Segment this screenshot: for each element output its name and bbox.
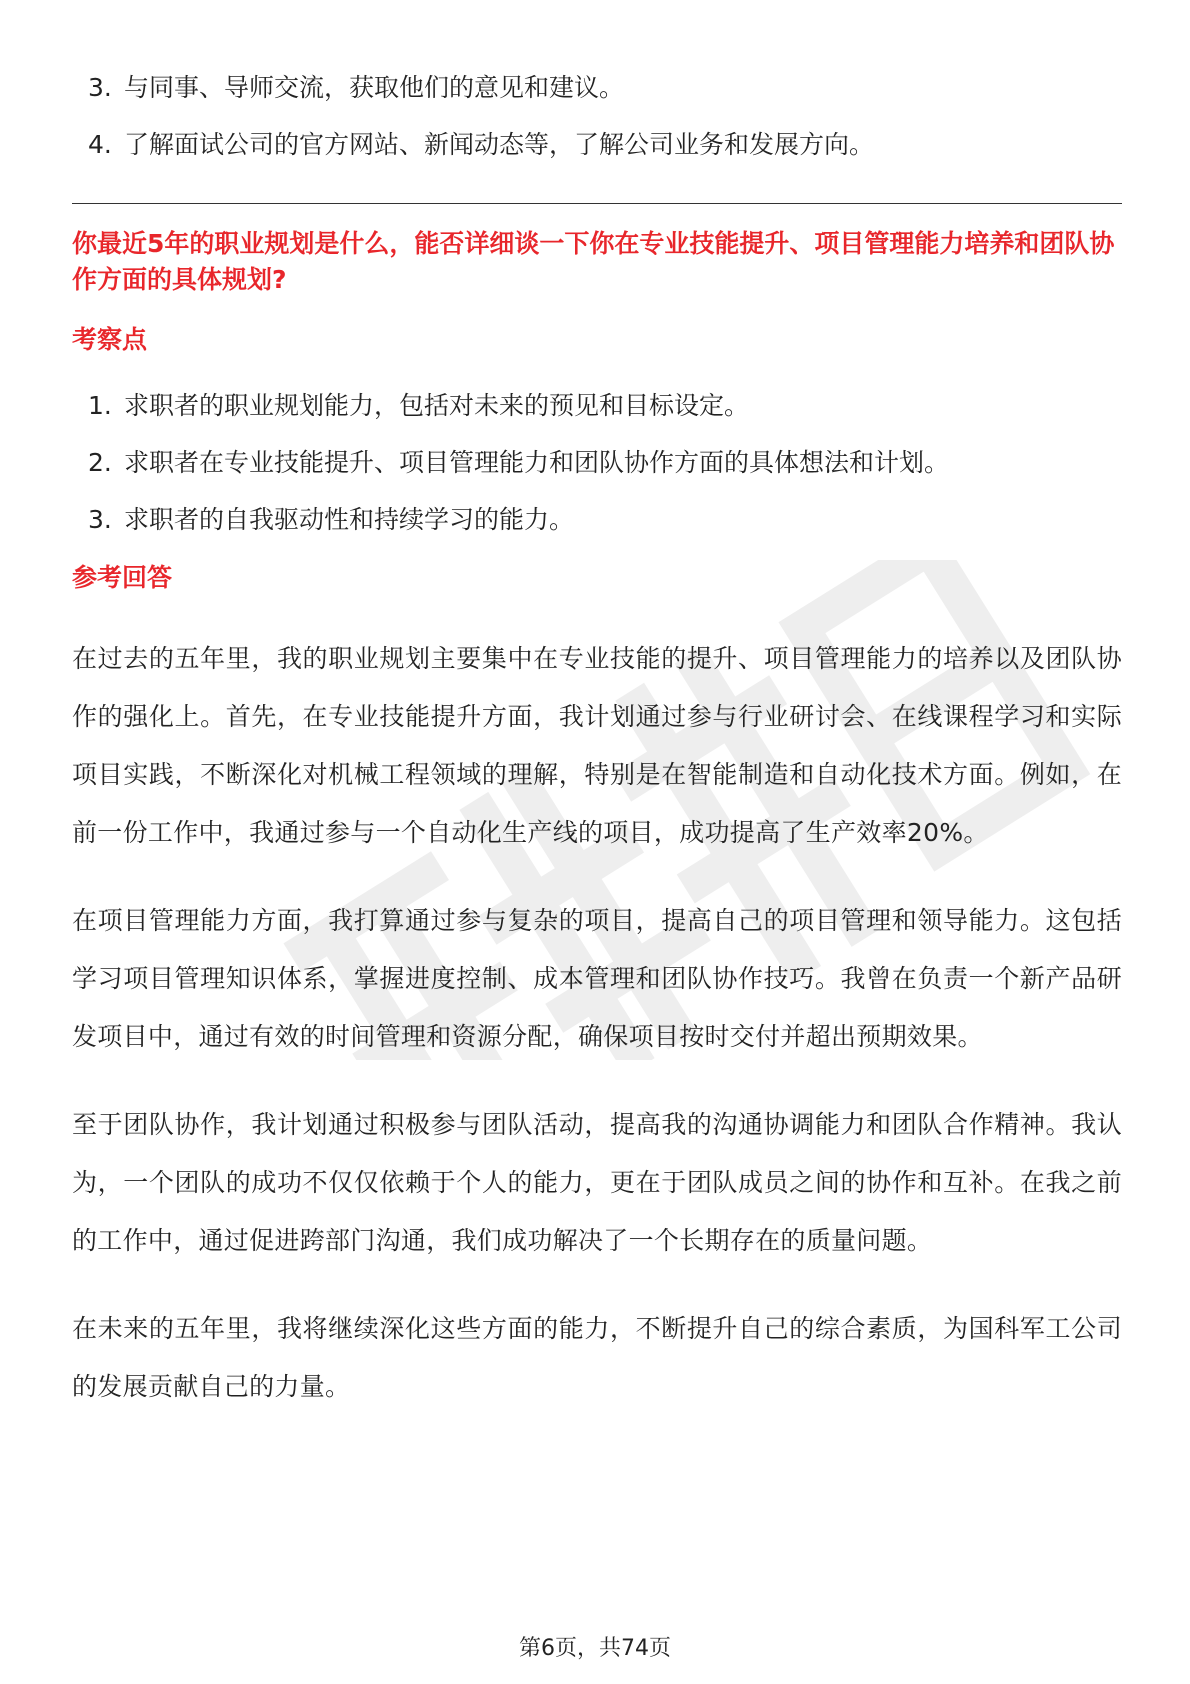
- list-item-text: 求职者的职业规划能力，包括对未来的预见和目标设定。: [124, 391, 750, 420]
- interview-question: 你最近5年的职业规划是什么，能否详细谈一下你在专业技能提升、项目管理能力培养和团队协作方面的具体规划?: [72, 229, 1115, 294]
- list-item-number: 3.: [88, 73, 112, 102]
- answer-paragraph: 在过去的五年里，我的职业规划主要集中在专业技能的提升、项目管理能力的培养以及团队协作的强化上。首先，在专业技能提升方面，我计划通过参与行业研讨会、在线课程学习和实际项目实践，不断深化对机械工程领域的理解，特别是在智能制造和自动化技术方面。例如，在前一份工作中，我通过参与一个自动化生产线的项目，成功提高了生产效率20%。: [72, 644, 1122, 847]
- list-item-number: 2.: [88, 448, 112, 477]
- previous-list: [72, 70, 1122, 163]
- answer-paragraph: 在项目管理能力方面，我打算通过参与复杂的项目，提高自己的项目管理和领导能力。这包括学习项目管理知识体系，掌握进度控制、成本管理和团队协作技巧。我曾在负责一个新产品研发项目中，通过有效的时间管理和资源分配，确保项目按时交付并超出预期效果。: [72, 906, 1122, 1051]
- list-item-text: 与同事、导师交流，获取他们的意见和建议。: [124, 73, 625, 102]
- list-item-number: 3.: [88, 505, 112, 534]
- assessment-points-list: [72, 388, 1122, 538]
- list-item-number: 1.: [88, 391, 112, 420]
- answer-paragraph: 至于团队协作，我计划通过积极参与团队活动，提高我的沟通协调能力和团队合作精神。我认为，一个团队的成功不仅仅依赖于个人的能力，更在于团队成员之间的协作和互补。在我之前的工作中，通过促进跨部门沟通，我们成功解决了一个长期存在的质量问题。: [72, 1110, 1122, 1255]
- reference-answer: [72, 630, 1122, 1416]
- answer-paragraph: 在未来的五年里，我将继续深化这些方面的能力，不断提升自己的综合素质，为国科军工公司的发展贡献自己的力量。: [72, 1314, 1122, 1401]
- page-content: [72, 70, 1122, 1446]
- list-item-text: 了解面试公司的官方网站、新闻动态等，了解公司业务和发展方向。: [124, 130, 875, 159]
- list-item-text: 求职者在专业技能提升、项目管理能力和团队协作方面的具体想法和计划。: [124, 448, 950, 477]
- list-item: [72, 502, 1122, 538]
- section-divider: [72, 203, 1122, 204]
- answer-heading: 参考回答: [72, 563, 173, 592]
- points-heading: 考察点: [72, 325, 148, 354]
- page-footer: 第6页，共74页: [519, 1636, 671, 1661]
- list-item: [72, 388, 1122, 424]
- list-item-text: 求职者的自我驱动性和持续学习的能力。: [124, 505, 575, 534]
- list-item: [72, 445, 1122, 481]
- list-item-number: 4.: [88, 130, 112, 159]
- list-item: [72, 70, 1122, 106]
- list-item: [72, 127, 1122, 163]
